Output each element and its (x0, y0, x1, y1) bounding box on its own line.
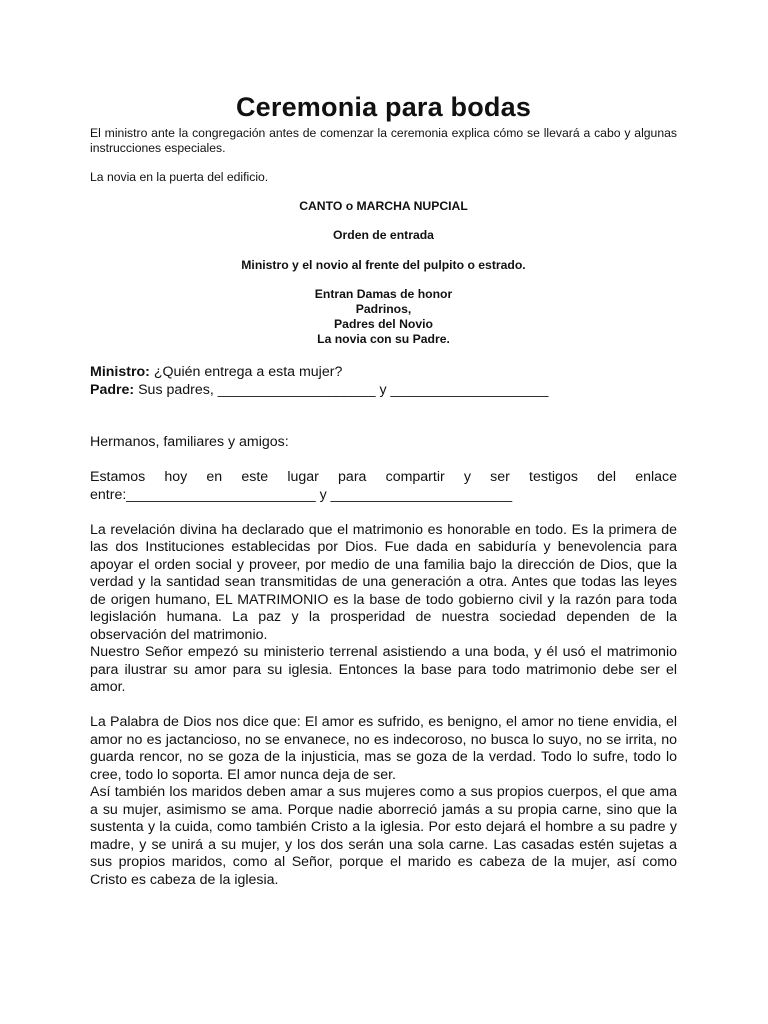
entrance-item: Padrinos, (355, 301, 412, 316)
padre-line (90, 382, 677, 400)
ministro-line (90, 364, 677, 382)
document-page (90, 92, 677, 889)
husbands-paragraph: Así también los maridos deben amar a sus mujeres como a sus propios cuerpos, el que ama a su mujer, asimismo se ama. Porque nadie aborreció jamás a su propia carne, sino que la sustenta y la cuida, como también Cristo a la iglesia. Por esto dejará el hombre a su padre y madre, y se unirá a su mujer, y los dos serán una sola carne. Las casadas estén sujetas a sus propios maridos, como al Señor, porque el marido es cabeza de la mujer, así como Cristo es cabeza de la iglesia. (90, 784, 677, 888)
ministro-novio-text: Ministro y el novio al frente del pulpito o estrado. (241, 257, 526, 272)
canto-heading: CANTO o MARCHA NUPCIAL (299, 198, 468, 213)
entrance-item: Entran Damas de honor (314, 287, 453, 302)
padre-label: Padre: (90, 381, 135, 398)
bride-position-text: La novia en la puerta del edificio. (90, 169, 269, 184)
ministro-question: ¿Quién entrega a esta mujer? (149, 364, 343, 381)
ministro-label: Ministro: (90, 364, 150, 381)
ministry-paragraph: Nuestro Señor empezó su ministerio terrenal asistiendo a una boda, y él usó el matrimonio para ilustrar su amor para su iglesia. Entonces la base para todo matrimonio debe ser el amor. (90, 644, 677, 696)
orden-heading: Orden de entrada (333, 228, 434, 243)
entrance-item: Padres del Novio (334, 316, 433, 331)
revelation-paragraph: La revelación divina ha declarado que el matrimonio es honorable en todo. Es la primera de las dos Instituciones establecidas por Dios. Fue dada en sabiduría y benevolencia para apoyar el orden social y proveer, por medio de una familia bajo la dirección de Dios, que la verdad y la santidad sean transmitidas de una generación a otra. Antes que todas las leyes de origen humano, EL MATRIMONIO es la base de todo gobierno civil y la razón para toda legislación humana. La paz y la prosperidad de nuestra sociedad dependen de la observación del matrimonio. (90, 521, 677, 643)
estamos-paragraph: Estamos hoy en este lugar para compartir y ser testigos del enlace entre:________________________ y _______________________ (90, 469, 677, 503)
page-title: Ceremonia para bodas (235, 92, 532, 122)
love-paragraph: La Palabra de Dios nos dice que: El amor es sufrido, es benigno, el amor no tiene envidia, el amor no es jactancioso, no se envanece, no es indecoroso, no busca lo suyo, no se irrita, no guarda rencor, no se goza de la injusticia, mas se goza de la verdad. Todo lo sufre, todo lo cree, todo lo soporta. El amor nunca deja de ser. (90, 714, 677, 783)
greeting-text: Hermanos, familiares y amigos: (90, 434, 289, 451)
intro-paragraph: El ministro ante la congregación antes de comenzar la ceremonia explica cómo se llevará a cabo y algunas instrucciones especiales. (90, 126, 677, 155)
padre-answer: Sus padres, ____________________ y ____________________ (134, 381, 549, 398)
entrance-item: La novia con su Padre. (317, 331, 450, 346)
